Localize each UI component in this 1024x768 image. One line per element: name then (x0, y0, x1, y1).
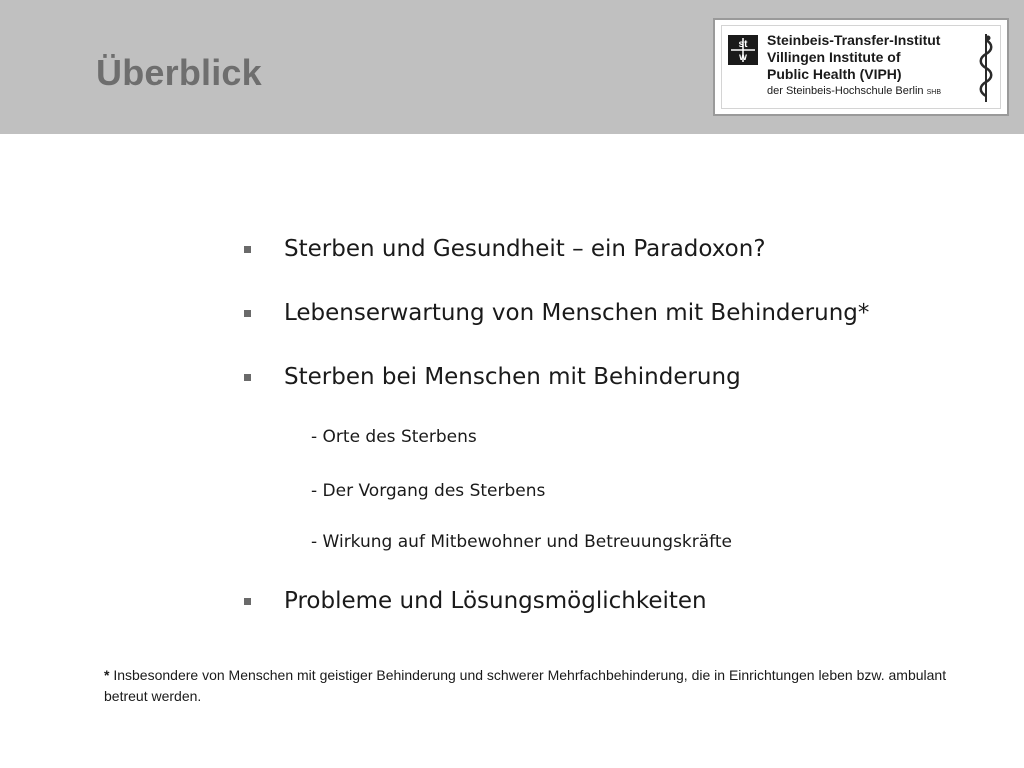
bullet-marker-icon (244, 598, 251, 605)
logo-line-4-text: der Steinbeis-Hochschule Berlin (767, 85, 924, 97)
logo-line-1: Steinbeis-Transfer-Institut (767, 32, 941, 48)
stw-mark-top: st (738, 39, 748, 50)
bullet-text: Probleme und Lösungsmöglichkeiten (284, 588, 707, 614)
stw-logo-icon (728, 35, 758, 65)
bullet-item (244, 588, 707, 614)
stw-mark-bottom: w (739, 52, 747, 63)
bullet-marker-icon (244, 310, 251, 317)
footnote-text: Insbesondere von Menschen mit geistiger Behinderung und schwerer Mehrfachbehinderung, die in Einrichtungen leben bzw. ambulant betreut werden. (104, 667, 947, 704)
logo-line-2: Villingen Institute of (767, 49, 901, 65)
slide-title: Überblick (96, 52, 262, 93)
logo-line-4 (767, 83, 941, 101)
logo-line-4-suffix: SHB (926, 89, 941, 96)
sub-item: - Der Vorgang des Sterbens (311, 481, 546, 501)
bullet-text: Lebenserwartung von Menschen mit Behinderung* (284, 300, 870, 326)
bullet-item (244, 236, 766, 262)
staff-of-asclepius-icon (975, 30, 997, 108)
footnote-star: * (104, 667, 110, 683)
bullet-text: Sterben und Gesundheit – ein Paradoxon? (284, 236, 766, 262)
institute-logo (713, 18, 1009, 116)
bullet-text: Sterben bei Menschen mit Behinderung (284, 364, 741, 390)
bullet-item (244, 300, 869, 326)
sub-item: - Orte des Sterbens (311, 427, 477, 447)
footnote (104, 665, 964, 707)
bullet-marker-icon (244, 374, 251, 381)
bullet-marker-icon (244, 246, 251, 253)
logo-text (767, 32, 941, 101)
logo-line-3: Public Health (VIPH) (767, 66, 902, 82)
slide-header (0, 0, 1024, 134)
bullet-item (244, 364, 741, 390)
sub-item: - Wirkung auf Mitbewohner und Betreuungskräfte (311, 532, 732, 552)
